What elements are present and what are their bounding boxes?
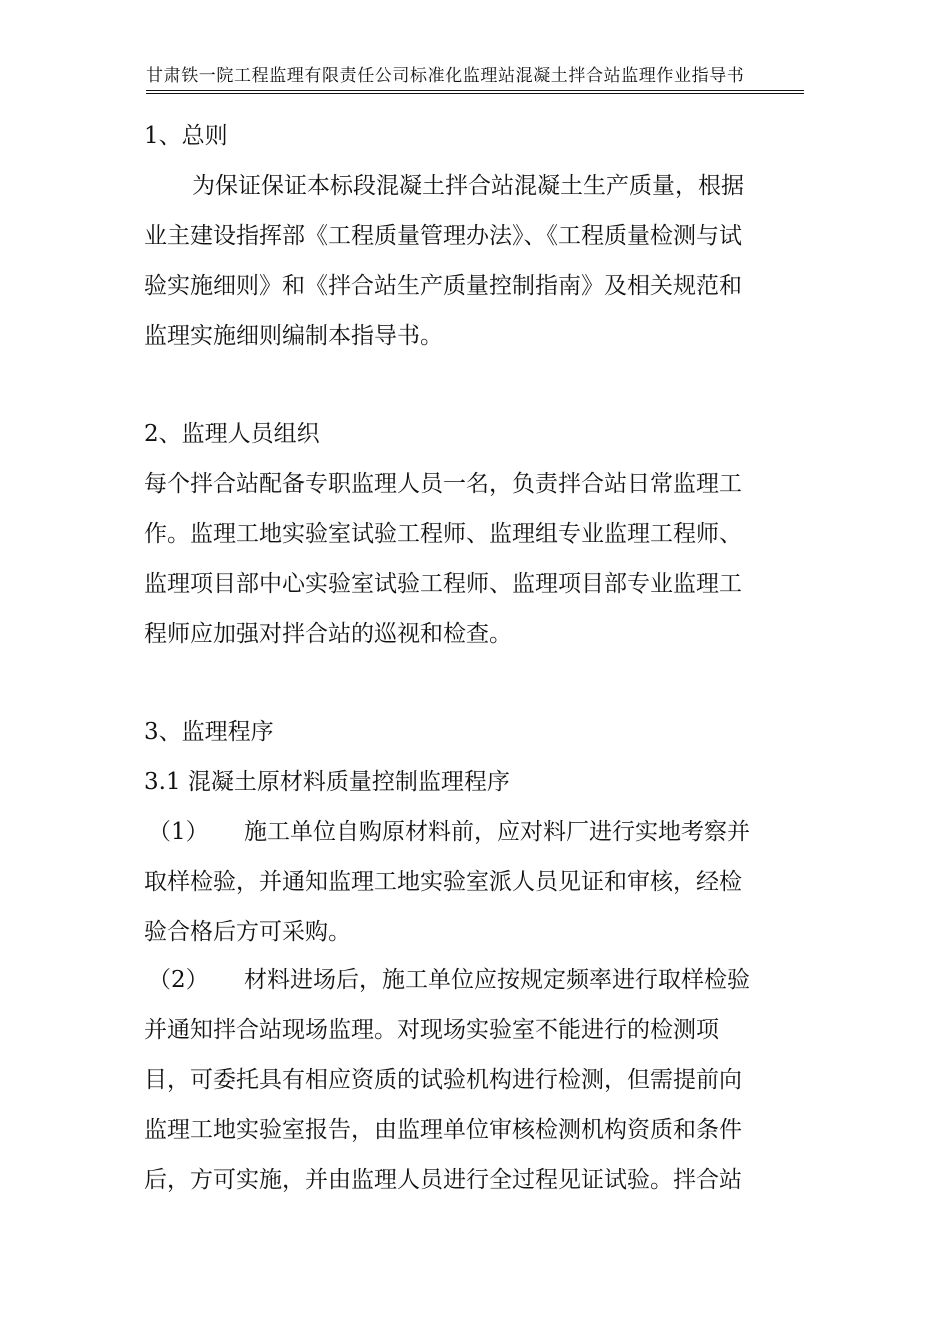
list-item-2-line: 后，方可实施，并由监理人员进行全过程见证试验。拌合站 <box>144 1167 742 1193</box>
section-2-paragraph-line: 监理项目部中心实验室试验工程师、监理项目部专业监理工 <box>144 571 742 597</box>
section-3-1-subheading: 3.1 混凝土原材料质量控制监理程序 <box>144 769 510 795</box>
section-1-heading: 1、总则 <box>144 123 228 149</box>
section-2-paragraph-line: 每个拌合站配备专职监理人员一名，负责拌合站日常监理工 <box>144 471 742 497</box>
list-item-1-line: 取样检验，并通知监理工地实验室派人员见证和审核，经检 <box>144 869 742 895</box>
list-item-2-line: 并通知拌合站现场监理。对现场实验室不能进行的检测项 <box>144 1017 719 1043</box>
list-item-1-first-line <box>144 817 750 847</box>
page-header-title: 甘肃铁一院工程监理有限责任公司标准化监理站混凝土拌合站监理作业指导书 <box>146 66 745 86</box>
list-item-2-line: 目，可委托具有相应资质的试验机构进行检测，但需提前向 <box>144 1067 742 1093</box>
list-item-text: 施工单位自购原材料前，应对料厂进行实地考察并 <box>244 819 750 845</box>
section-1-paragraph-line: 业主建设指挥部《工程质量管理办法》、《工程质量检测与试 <box>144 223 742 249</box>
list-item-1-line: 验合格后方可采购。 <box>144 919 351 945</box>
section-2-paragraph-line: 作。监理工地实验室试验工程师、监理组专业监理工程师、 <box>144 521 742 547</box>
list-item-number: （1） <box>148 819 209 845</box>
section-1-paragraph-line: 验实施细则》和《拌合站生产质量控制指南》及相关规范和 <box>144 273 742 299</box>
header-rule-thick <box>146 90 804 91</box>
header-rule-thin <box>146 93 804 94</box>
list-item-2-line: 监理工地实验室报告，由监理单位审核检测机构资质和条件 <box>144 1117 742 1143</box>
list-item-number: （2） <box>148 967 209 993</box>
section-1-paragraph-line: 监理实施细则编制本指导书。 <box>144 323 443 349</box>
section-2-paragraph-line: 程师应加强对拌合站的巡视和检查。 <box>144 621 512 647</box>
section-2-heading: 2、监理人员组织 <box>144 421 320 447</box>
section-1-paragraph-line: 为保证保证本标段混凝土拌合站混凝土生产质量，根据 <box>192 173 744 199</box>
section-3-heading: 3、监理程序 <box>144 719 274 745</box>
list-item-2-first-line <box>144 965 750 995</box>
list-item-text: 材料进场后，施工单位应按规定频率进行取样检验 <box>244 967 750 993</box>
